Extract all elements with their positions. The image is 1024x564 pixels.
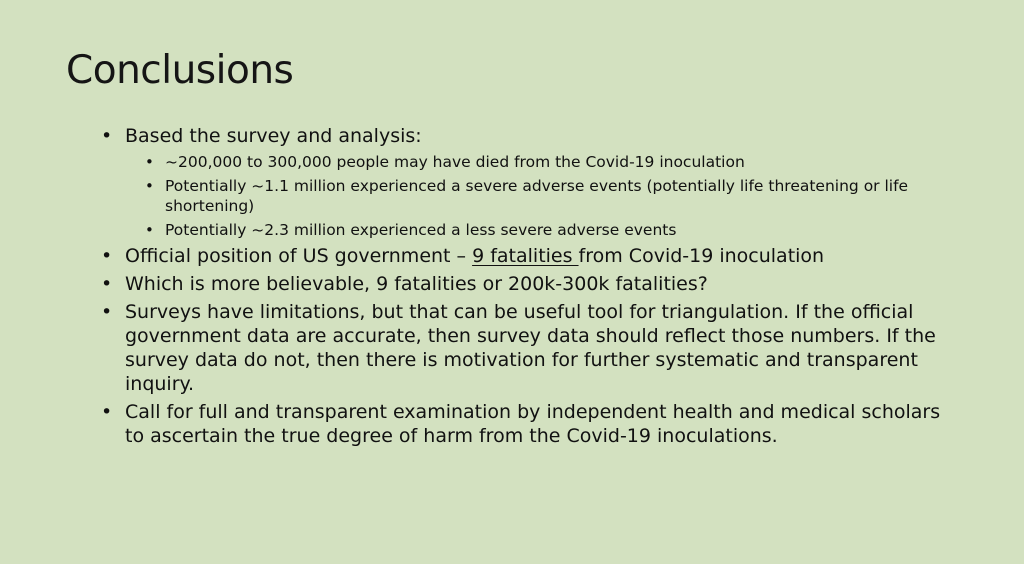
sub-bullet-severe-events xyxy=(0,176,955,216)
underlined-fatalities: 9 fatalities xyxy=(472,245,579,267)
bullet-text: Based the survey and analysis: xyxy=(125,125,422,147)
bullet-marker: • xyxy=(101,245,113,267)
bullet-list xyxy=(0,124,1024,452)
sub-bullet-marker: • xyxy=(145,177,154,195)
bullet-call-for-examination xyxy=(0,400,955,448)
sub-bullet-marker: • xyxy=(145,221,154,239)
sub-bullet-deaths xyxy=(0,152,955,172)
bullet-text: Which is more believable, 9 fatalities or 200k-300k fatalities? xyxy=(125,273,708,295)
bullet-marker: • xyxy=(101,401,113,423)
sub-bullet-less-severe-events xyxy=(0,220,955,240)
bullet-marker: • xyxy=(101,301,113,323)
sub-bullet-text: Potentially ~1.1 million experienced a severe adverse events (potentially life threatening or life shortening) xyxy=(165,177,909,215)
bullet-survey-basis xyxy=(0,124,955,148)
bullet-text-before: Official position of US government – xyxy=(125,245,473,267)
bullet-marker: • xyxy=(101,125,113,147)
slide-title: Conclusions xyxy=(66,48,294,93)
bullet-believable-question xyxy=(0,272,955,296)
sub-bullet-text: Potentially ~2.3 million experienced a less severe adverse events xyxy=(165,221,677,239)
sub-bullet-text: ~200,000 to 300,000 people may have died from the Covid-19 inoculation xyxy=(165,153,745,171)
bullet-survey-limitations xyxy=(0,300,955,396)
bullet-text: Call for full and transparent examination by independent health and medical scholars to ascertain the true degree of harm from the Covid-19 inoculations. xyxy=(125,401,941,447)
bullet-marker: • xyxy=(101,273,113,295)
bullet-official-position xyxy=(0,244,955,268)
bullet-text: Surveys have limitations, but that can be useful tool for triangulation. If the official government data are accurate, then survey data should reflect those numbers. If the survey data do not, then there is motivation for further systematic and transparent inquiry. xyxy=(125,301,936,395)
sub-bullet-list xyxy=(0,152,1024,240)
bullet-text-after: from Covid-19 inoculation xyxy=(578,245,825,267)
sub-bullet-marker: • xyxy=(145,153,154,171)
